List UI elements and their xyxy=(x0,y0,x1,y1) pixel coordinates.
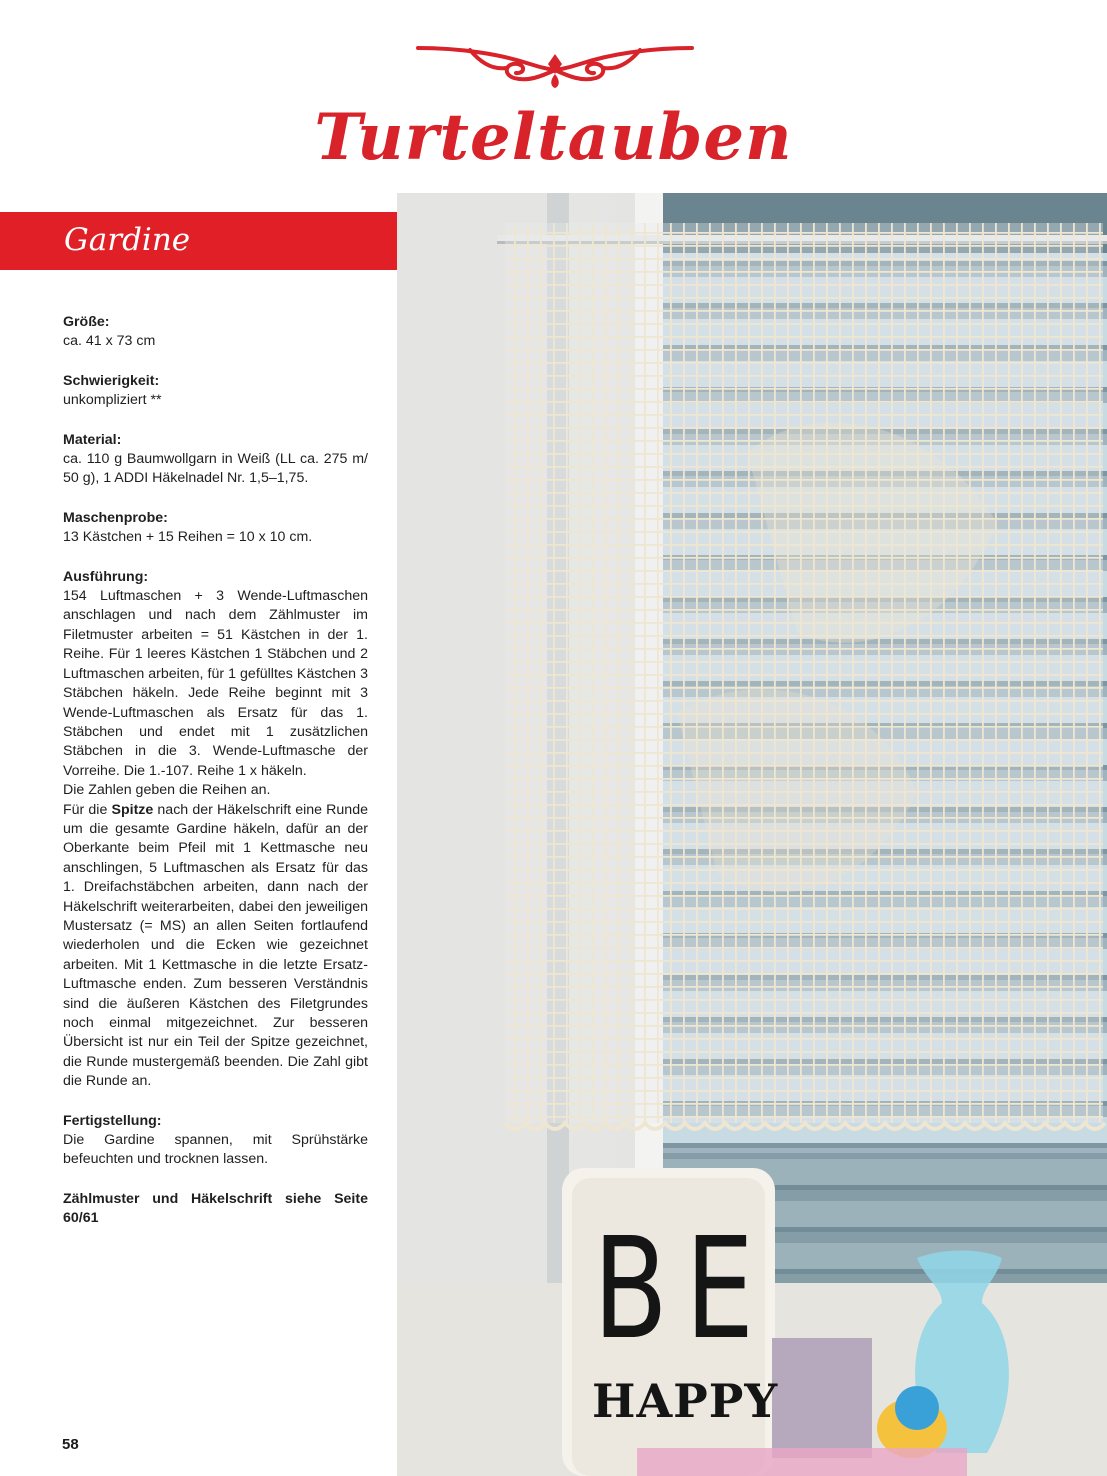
page-number: 58 xyxy=(62,1436,79,1453)
detail-text: 13 Kästchen + 15 Reihen = 10 x 10 cm. xyxy=(63,529,313,546)
instructions-section xyxy=(63,568,368,1092)
page-title: Turteltauben xyxy=(314,100,793,175)
detail-material xyxy=(63,431,368,489)
instructions-column xyxy=(63,313,368,1249)
paragraph-bold-term: Spitze xyxy=(111,801,154,818)
finishing-section xyxy=(63,1112,368,1170)
reference-section xyxy=(63,1190,368,1229)
sign-happy-text: HAPPY xyxy=(592,1374,779,1428)
detail-difficulty xyxy=(63,372,368,411)
decorative-ornament xyxy=(410,40,700,90)
detail-heading: Maschenprobe: xyxy=(63,509,168,526)
instructions-heading: Ausführung: xyxy=(63,568,149,585)
instructions-paragraph-1: 154 Luftmaschen + 3 Wende-Luftmaschen anschlagen und nach dem Zählmuster im Filetmuster arbeiten = 51 Kästchen in der 1. Reihe. Für 1 leeres Kästchen 1 Stäbchen und 2 Luftmaschen arbeiten, für 1 gefülltes Kästchen 3 Stäbchen häkeln. Jede Reihe beginnt mit 3 Wende-Luftmaschen als Ersatz für das 1. Stäbchen und endet mit 1 zusätzlichen Stäbchen in die 3. Wende-Luftmasche der Vorreihe. Die 1.-107. Reihe 1 x häkeln. xyxy=(63,588,368,779)
pattern-reference: Zählmuster und Häkelschrift siehe Seite 60/61 xyxy=(63,1190,368,1227)
paragraph-text: nach der Häkelschrift eine Runde um die gesamte Gardine häkeln, dafür an der Oberkante beim Pfeil mit 1 Kettmasche neu anschlingen, 5 Luftmaschen als Ersatz für das 1. Dreifachstäbchen arbeiten, dann nach der Häkelschrift weiterarbeiten, dabei den jeweiligen Mustersatz (= MS) an allen Seiten fortlaufend wiederholen und die Ecken wie gezeichnet arbeiten. Mit 1 Kettmasche in die letzte Ersatz-Luftmasche enden. Zum besseren Verständnis sind die äußeren Kästchen des Filetgrundes noch einmal mitgezeichnet. Zur besseren Übersicht ist nur ein Teil der Spitze gezeichnet, die Runde mustergemäß beenden. Die Zahl gibt die Runde an. xyxy=(63,801,368,1090)
detail-gauge xyxy=(63,509,368,548)
sign-be-text: BE xyxy=(593,1208,772,1371)
detail-heading: Schwierigkeit: xyxy=(63,372,160,389)
instructions-paragraph-3 xyxy=(63,801,368,1092)
detail-size xyxy=(63,313,368,352)
instructions-paragraph-2: Die Zahlen geben die Reihen an. xyxy=(63,782,271,799)
finishing-text: Die Gardine spannen, mit Sprühstärke befeuchten und trocknen lassen. xyxy=(63,1132,368,1168)
finishing-heading: Fertigstellung: xyxy=(63,1112,162,1129)
detail-text: ca. 110 g Baumwollgarn in Weiß (LL ca. 275 m/ 50 g), 1 ADDI Häkelnadel Nr. 1,5–1,75. xyxy=(63,451,368,487)
detail-heading: Material: xyxy=(63,431,122,448)
detail-text: ca. 41 x 73 cm xyxy=(63,333,156,350)
detail-heading: Größe: xyxy=(63,314,110,330)
paragraph-text: Für die xyxy=(63,801,112,818)
section-title: Gardine xyxy=(64,222,191,258)
detail-text: unkompliziert ** xyxy=(63,392,162,409)
